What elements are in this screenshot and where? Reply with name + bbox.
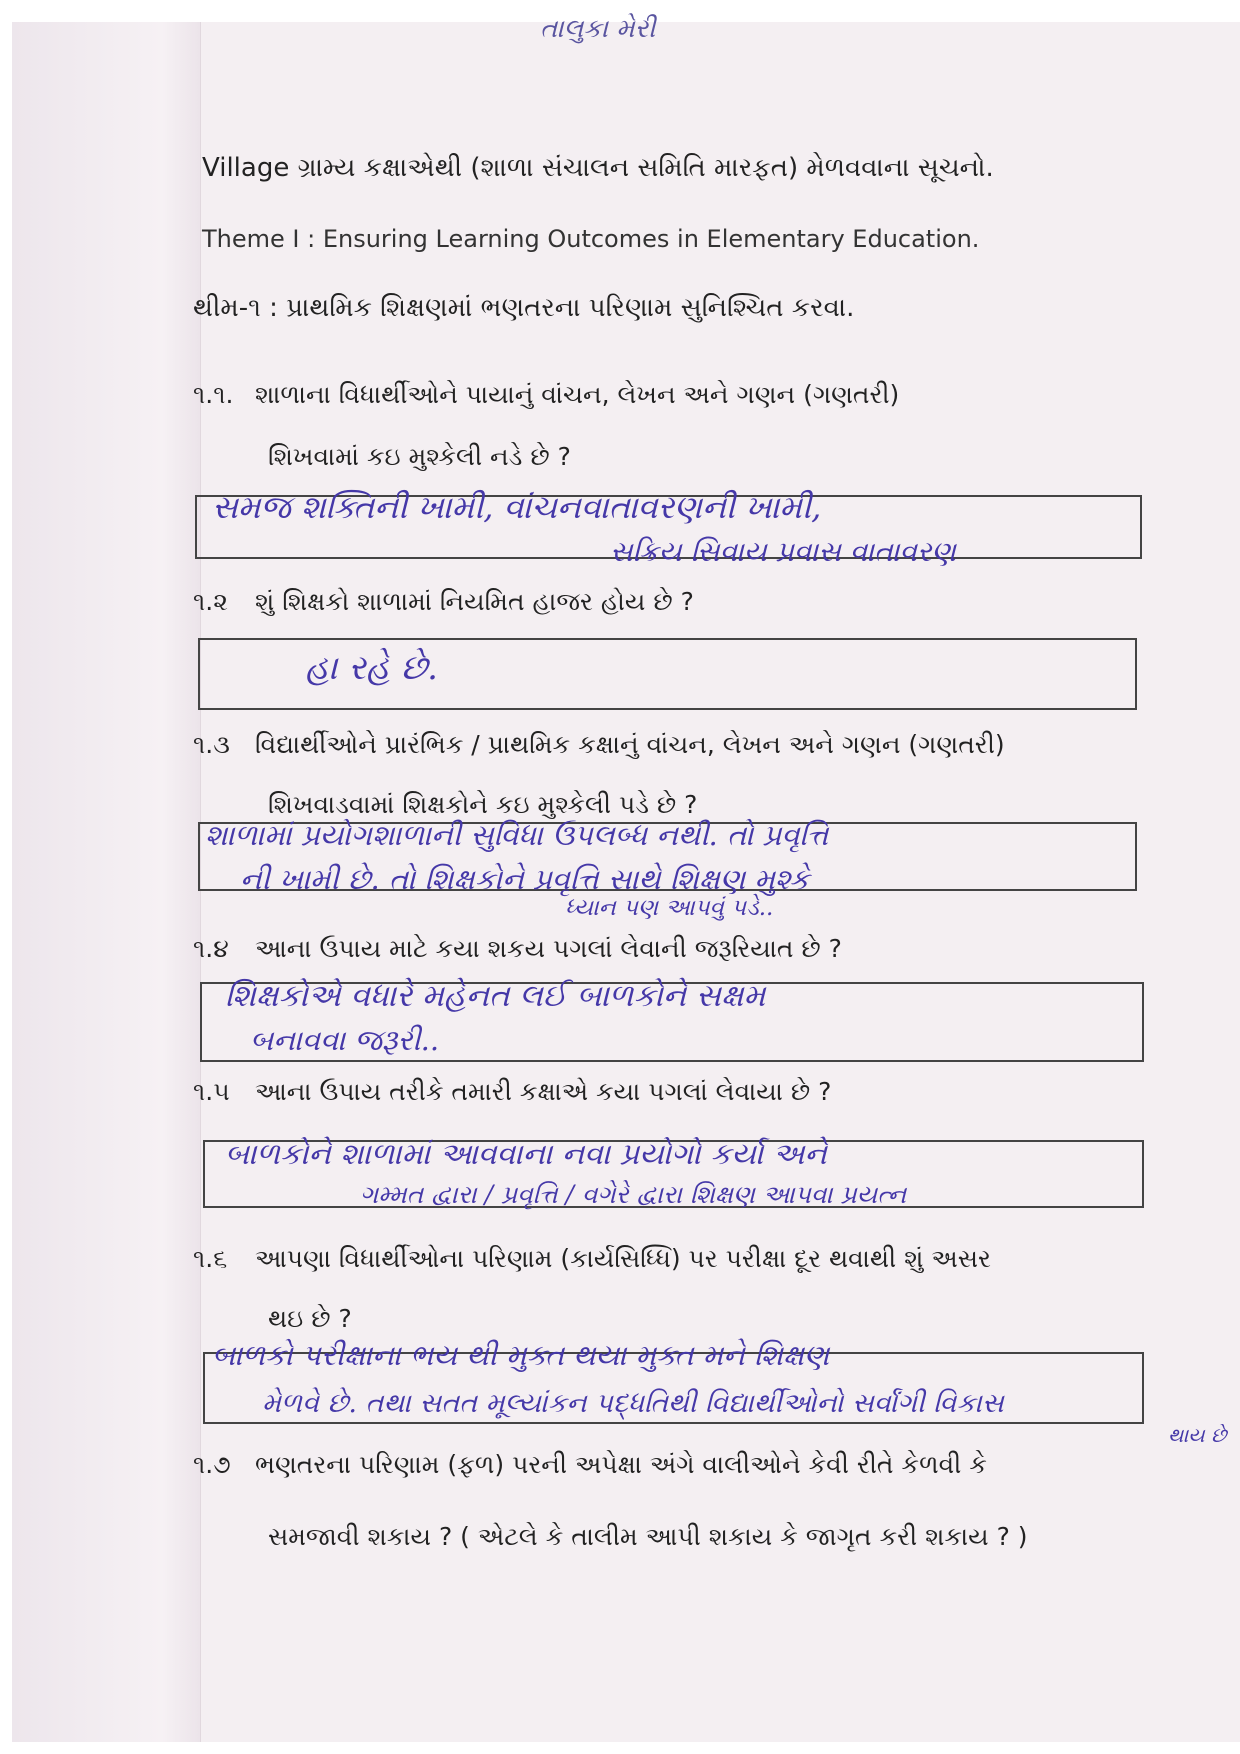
handwritten-answer-line: શિક્ષકોએ વધારે મહેનત લઈ બાળકોને સક્ષમ (225, 978, 766, 1014)
question-text-continued: શિખવામાં કઇ મુશ્કેલી નડે છે ? (268, 442, 571, 471)
handwritten-answer-line: ધ્યાન પણ આપવું પડે.. (565, 895, 774, 921)
question-text: ભણતરના પરિણામ (ફળ) પરની અપેક્ષા અંગે વાલીઓને કેવી રીતે કેળવી કે (255, 1450, 987, 1479)
question-1-4 (193, 934, 842, 964)
handwritten-answer-line: સક્રિય સિવાય પ્રવાસ વાતાવરણ (610, 535, 956, 568)
question-number: ૧.૬ (193, 1244, 228, 1273)
question-number: ૧.૫ (193, 1077, 230, 1106)
question-1-5 (193, 1077, 831, 1107)
question-1-2 (193, 587, 694, 617)
question-1-3 (193, 730, 1005, 819)
handwritten-answer-line: મેળવે છે. તથા સતત મૂલ્યાંકન પદ્ધતિથી વિદ્યાર્થીઓનો સર્વાંગી વિકાસ (262, 1388, 1004, 1419)
handwritten-answer-line: શાળામાં પ્રયોગશાળાની સુવિધા ઉપલબ્ધ નથી. તો પ્રવૃત્તિ (205, 818, 829, 852)
handwritten-answer-line: હા રહે છે. (305, 648, 438, 688)
handwritten-answer-line: ગમ્મત દ્વારા / પ્રવૃત્તિ / વગેરે દ્વારા શિક્ષણ આપવા પ્રયત્ન (360, 1180, 907, 1209)
handwritten-answer-line: બાળકો પરીક્ષાના ભય થી મુક્ત થયા મુક્ત મને શિક્ષણ (212, 1338, 830, 1372)
page-fold-shadow (12, 22, 201, 1742)
question-number: ૧.૨ (193, 587, 228, 616)
handwritten-answer-line: સમજ શક્તિની ખામી, વાંચનવાતાવરણની ખામી, (212, 488, 822, 526)
question-text: વિદ્યાર્થીઓને પ્રારંભિક / પ્રાથમિક કક્ષાનું વાંચન, લેખન અને ગણન (ગણતરી) (255, 730, 1005, 759)
question-1-7 (193, 1450, 1028, 1551)
question-number: ૧.૧. (193, 380, 234, 409)
question-number: ૧.૪ (193, 934, 229, 963)
question-text-continued: સમજાવી શકાય ? ( એટલે કે તાલીમ આપી શકાય કે જાગૃત કરી શકાય ? ) (268, 1522, 1028, 1551)
handwritten-answer-line: બનાવવા જરૂરી.. (250, 1023, 440, 1057)
question-1-6 (193, 1244, 991, 1333)
handwritten-answer-line: ની ખામી છે. તો શિક્ષકોને પ્રવૃત્તિ સાથે શિક્ષણ મુશ્કે (240, 862, 810, 896)
document-title: Village ગ્રામ્ય કક્ષાએથી (શાળા સંચાલન સમિતિ મારફત) મેળવવાના સૂચનો. (202, 153, 994, 183)
top-handwritten-note: તાલુકા મેરી (540, 14, 656, 44)
handwritten-answer-line: થાય છે (1168, 1423, 1227, 1447)
theme-heading-english: Theme I : Ensuring Learning Outcomes in Elementary Education. (202, 225, 980, 253)
question-number: ૧.૩ (193, 730, 230, 759)
question-text: આપણા વિધાર્થીઓના પરિણામ (કાર્યસિધ્ધિ) પર પરીક્ષા દૂર થવાથી શું અસર (255, 1244, 991, 1273)
question-text-continued: શિખવાડવામાં શિક્ષકોને કઇ મુશ્કેલી પડે છે ? (268, 790, 698, 819)
question-1-1 (193, 380, 900, 471)
handwritten-answer-line: બાળકોને શાળામાં આવવાના નવા પ્રયોગો કર્યા અને (225, 1137, 827, 1172)
question-text-continued: થઇ છે ? (268, 1304, 352, 1333)
theme-heading-gujarati: થીમ-૧ : પ્રાથમિક શિક્ષણમાં ભણતરના પરિણામ સુનિશ્ચિત કરવા. (193, 293, 855, 323)
question-text: શું શિક્ષકો શાળામાં નિયમિત હાજર હોય છે ? (255, 587, 694, 616)
question-text: આના ઉપાય માટે કયા શકય પગલાં લેવાની જરૂરિયાત છે ? (255, 934, 842, 963)
question-number: ૧.૭ (193, 1450, 231, 1479)
question-text: આના ઉપાય તરીકે તમારી કક્ષાએ કયા પગલાં લેવાયા છે ? (255, 1077, 832, 1106)
question-text: શાળાના વિધાર્થીઓને પાયાનું વાંચન, લેખન અને ગણન (ગણતરી) (255, 380, 900, 409)
